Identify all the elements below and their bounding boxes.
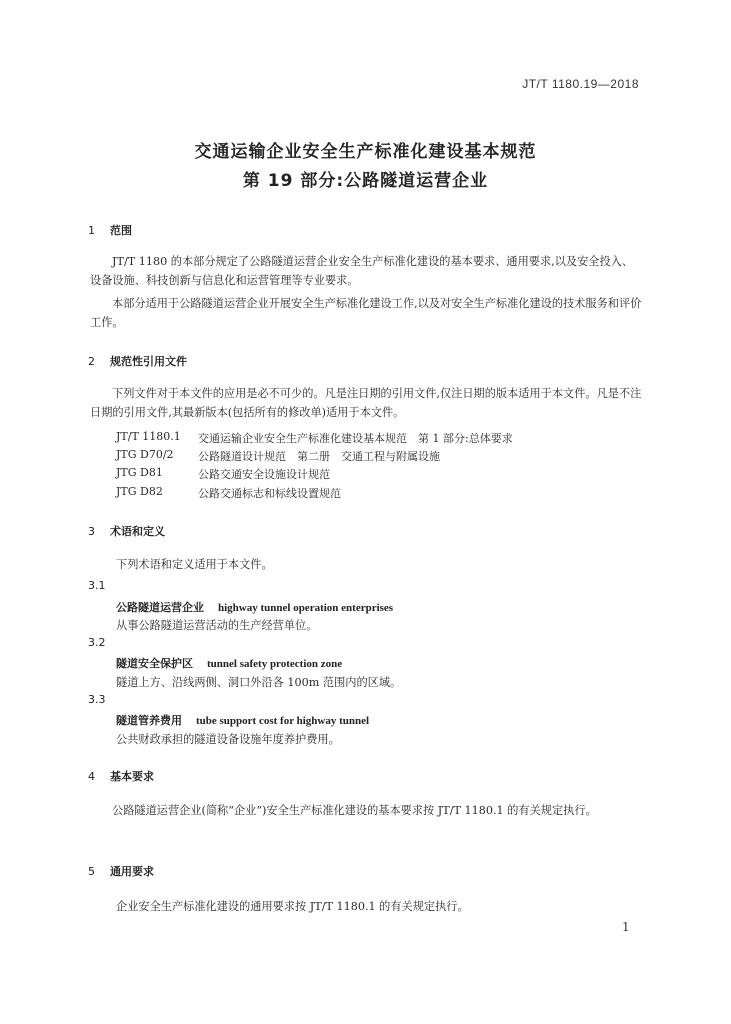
section-3-heading bbox=[88, 523, 165, 539]
term-definition: 从事公路隧道运营活动的生产经营单位。 bbox=[116, 619, 318, 632]
reference-code: JT/T 1180.1 bbox=[116, 430, 181, 443]
standard-number: JT/T 1180.19—2018 bbox=[522, 77, 639, 91]
section-title: 范围 bbox=[110, 224, 132, 237]
reference-title: 公路交通安全设施设计规范 bbox=[198, 468, 330, 481]
basic-requirements-paragraph: 公路隧道运营企业(简称“企业”)安全生产标准化建设的基本要求按 JT/T 1180.1 的有关规定执行。 bbox=[112, 804, 597, 817]
term-entry bbox=[116, 599, 393, 615]
section-2-heading bbox=[88, 353, 187, 369]
term-en: tube support cost for highway tunnel bbox=[196, 715, 370, 727]
reference-code: JTG D70/2 bbox=[116, 448, 174, 461]
scope-paragraph-2: 本部分适用于公路隧道运营企业开展安全生产标准化建设工作,以及对安全生产标准化建设的技术服务和评价工作。 bbox=[90, 297, 642, 329]
scope-paragraph-1: JT/T 1180 的本部分规定了公路隧道运营企业安全生产标准化建设的基本要求、通用要求,以及安全投入、设备设施、科技创新与信息化和运营管理等专业要求。 bbox=[90, 255, 634, 287]
reference-title: 交通运输企业安全生产标准化建设基本规范 第 1 部分:总体要求 bbox=[198, 432, 513, 445]
section-title: 基本要求 bbox=[110, 770, 154, 783]
document-title: 交通运输企业安全生产标准化建设基本规范 bbox=[194, 142, 537, 162]
term-entry bbox=[116, 712, 369, 728]
term-cn: 隧道管养费用 bbox=[116, 714, 182, 727]
general-requirements-paragraph: 企业安全生产标准化建设的通用要求按 JT/T 1180.1 的有关规定执行。 bbox=[116, 900, 469, 913]
reference-code: JTG D82 bbox=[116, 485, 163, 498]
section-title: 通用要求 bbox=[110, 865, 154, 878]
reference-code: JTG D81 bbox=[116, 466, 163, 479]
term-cn: 隧道安全保护区 bbox=[116, 657, 193, 670]
term-entry bbox=[116, 655, 342, 671]
clause-number: 3.2 bbox=[88, 636, 106, 649]
document-subtitle: 第 19 部分:公路隧道运营企业 bbox=[242, 171, 489, 191]
section-title: 术语和定义 bbox=[110, 525, 165, 538]
clause-number: 3.1 bbox=[88, 579, 106, 592]
term-definition: 隧道上方、沿线两侧、洞口外沿各 100m 范围内的区域。 bbox=[116, 676, 402, 689]
term-definition: 公共财政承担的隧道设备设施年度养护费用。 bbox=[116, 733, 340, 746]
terms-intro: 下列术语和定义适用于本文件。 bbox=[116, 558, 273, 571]
section-title: 规范性引用文件 bbox=[110, 355, 187, 368]
section-4-heading bbox=[88, 768, 154, 784]
section-5-heading bbox=[88, 863, 154, 879]
page-number: 1 bbox=[622, 920, 630, 934]
clause-number: 3.3 bbox=[88, 693, 106, 706]
section-number: 5 bbox=[88, 865, 95, 878]
term-en: tunnel safety protection zone bbox=[207, 658, 343, 670]
references-intro: 下列文件对于本文件的应用是必不可少的。凡是注日期的引用文件,仅注日期的版本适用于本文件。凡是不注日期的引用文件,其最新版本(包括所有的修改单)适用于本文件。 bbox=[90, 387, 642, 419]
section-number: 4 bbox=[88, 770, 95, 783]
section-number: 2 bbox=[88, 355, 95, 368]
reference-title: 公路隧道设计规范 第二册 交通工程与附属设施 bbox=[198, 450, 440, 463]
section-number: 1 bbox=[88, 224, 95, 237]
section-1-heading bbox=[88, 222, 132, 238]
term-en: highway tunnel operation enterprises bbox=[218, 602, 394, 614]
term-cn: 公路隧道运营企业 bbox=[116, 601, 204, 614]
reference-title: 公路交通标志和标线设置规范 bbox=[198, 487, 341, 500]
section-number: 3 bbox=[88, 525, 95, 538]
